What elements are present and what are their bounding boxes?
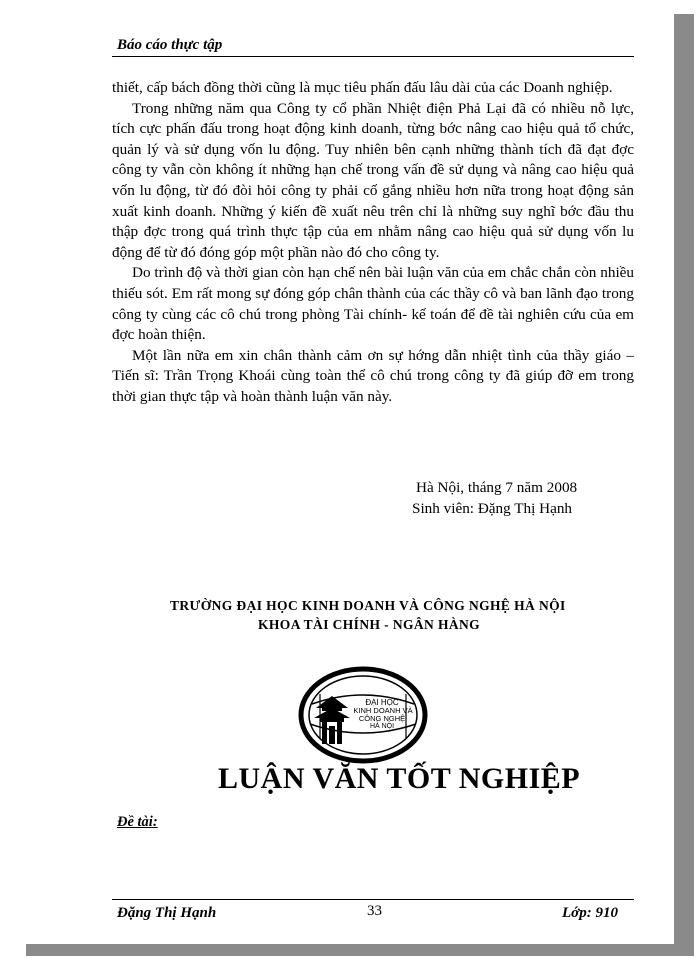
paragraph-2: Trong những năm qua Công ty cổ phần Nhiệt điện Phả Lại đã có nhiều nỗ lực, tích cực phấn đấu trong hoạt động kinh doanh, từng bớc nâng cao hiệu quả tổ chức, quản lý và sử dụng vốn lu động. Tuy nhiên bên cạnh những thành tích đã đạt đợc công ty vẫn còn không ít những hạn chế trong vấn đề sử dụng và nâng cao hiệu quả vốn lu động, từ đó đòi hỏi công ty phải cố gắng nhiều hơn nữa trong hoạt động sản xuất kinh doanh. Những ý kiến đề xuất nêu trên chỉ là những suy nghĩ bớc đầu thu thập đợc trong quá trình thực tập của em nhằm nâng cao hiệu quả sử dụng vốn lu động để từ đó đóng góp một phần nào đó cho công ty. xyxy=(112,99,634,261)
thesis-title: LUẬN VĂN TỐT NGHIỆP xyxy=(218,762,581,795)
paragraph-1: thiết, cấp bách đồng thời cũng là mục tiêu phấn đấu lâu dài của các Doanh nghiệp. xyxy=(112,79,613,96)
logo-text-line-2: KINH DOANH VÀ xyxy=(353,706,413,715)
university-logo xyxy=(298,666,428,764)
page-number: 33 xyxy=(367,903,382,919)
footer-class: Lớp: 910 xyxy=(562,905,618,921)
topic-label: Đề tài: xyxy=(117,814,158,830)
footer-author: Đặng Thị Hạnh xyxy=(117,905,217,921)
paragraph-3: Do trình độ và thời gian còn hạn chế nên bài luận văn của em chắc chắn còn nhiều thiếu sót. Em rất mong sự đóng góp chân thành của các thầy cô và ban lãnh đạo trong công ty cùng các cô chú trong phòng Tài chính- kế toán để đề tài nghiên cứu của em đợc hoàn thiện. xyxy=(112,264,634,344)
pagoda-icon xyxy=(314,696,350,744)
paragraph-4: Một lần nữa em xin chân thành cảm ơn sự hớng dẫn nhiệt tình của thầy giáo – Tiến sĩ: Trần Trọng Khoái cùng toàn thể cô chú trong công ty đã giúp đỡ em trong thời gian thực tập và hoàn thành luận văn này. xyxy=(112,346,634,405)
place-date: Hà Nội, tháng 7 năm 2008 xyxy=(416,479,578,496)
logo-text-line-3: CÔNG NGHỆ xyxy=(358,714,406,723)
header-rule xyxy=(112,56,634,57)
body-text xyxy=(112,78,634,408)
page-shadow-right xyxy=(674,14,694,954)
faculty-name: KHOA TÀI CHÍNH - NGÂN HÀNG xyxy=(258,617,481,632)
page-shadow-bottom xyxy=(26,944,694,956)
logo-text-line-4: HÀ NỘI xyxy=(369,723,395,730)
logo-text-line-1: ĐẠI HỌC xyxy=(365,698,399,707)
school-name: TRƯỜNG ĐẠI HỌC KINH DOANH VÀ CÔNG NGHỆ HÀ NỘI xyxy=(170,598,566,613)
footer-rule xyxy=(112,899,634,900)
header-title: Báo cáo thực tập xyxy=(117,37,223,53)
student-signature: Sinh viên: Đặng Thị Hạnh xyxy=(412,500,573,517)
